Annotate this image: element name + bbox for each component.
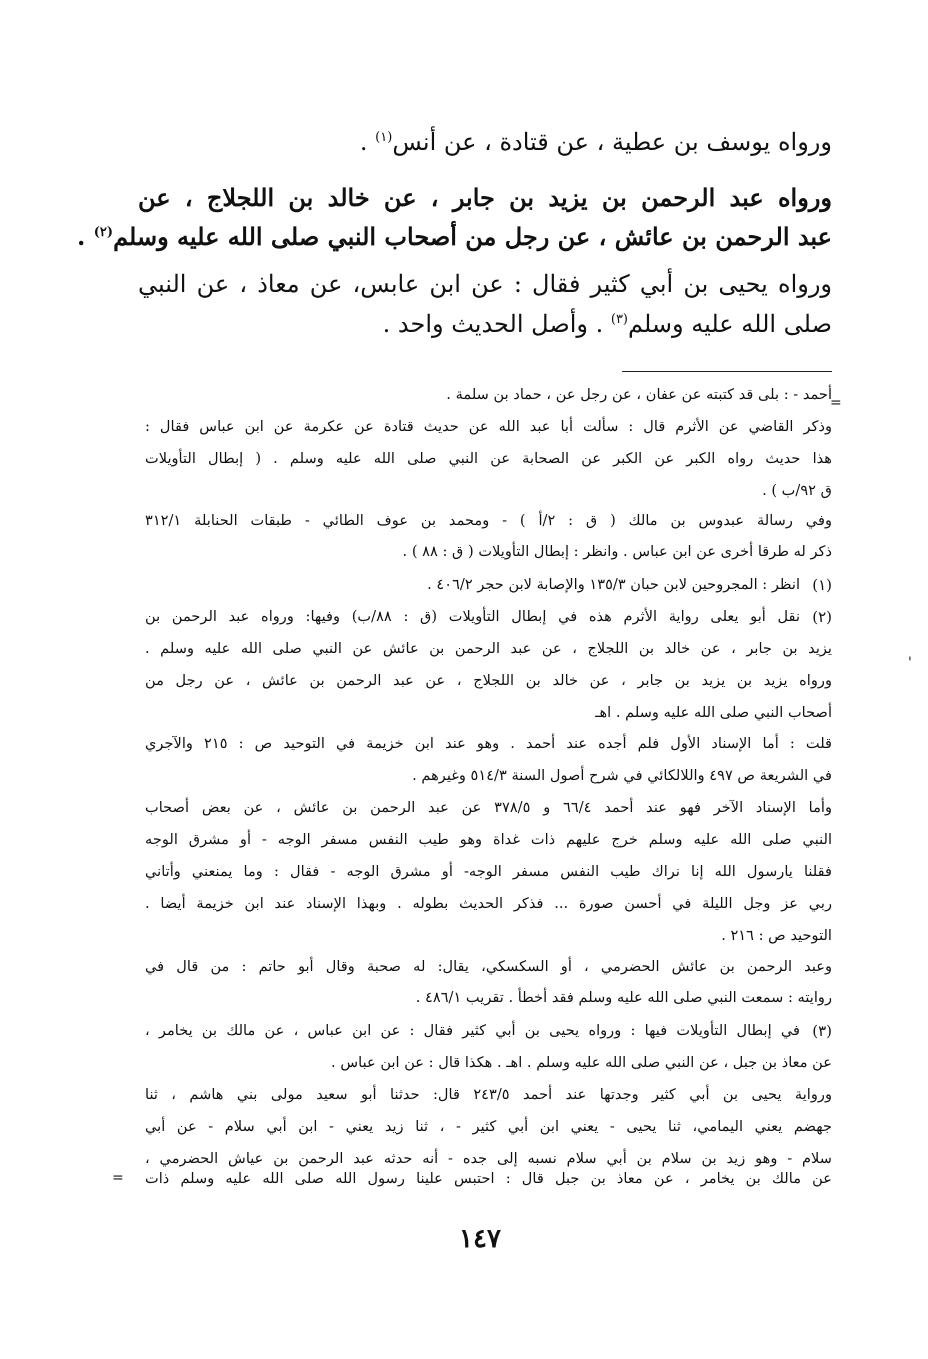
footnote-number: (٢) <box>812 608 832 626</box>
footnote-line: نقل أبو يعلى رواية الأثرم هذه في إبطال التأويلات (ق : ٨٨/ب) وفيها: ورواه عبد الرحمن بن <box>145 608 800 625</box>
main-text-line <box>383 310 832 338</box>
footnote-number: (٣) <box>812 1022 832 1040</box>
footnote-line: وأما الإسناد الآخر فهو عند أحمد ٦٦/٤ و ٣٧٨/٥ عن عبد الرحمن بن عائش ، عن بعض أصحاب <box>145 799 833 816</box>
footnote-line: وعبد الرحمن بن عائش الحضرمي ، أو السكسكي، يقال: له صحبة وقال أبو حاتم : من قال في <box>145 958 832 975</box>
footnote-line: في الشريعة ص ٤٩٧ واللالكائي في شرح أصول السنة ٥١٤/٣ وغيرهم . <box>412 767 832 784</box>
footnote-line: سلام - وهو زيد بن سلام بن أبي سلام نسبه إلى جده - أنه حدثه عبد الرحمن بن عياش الحضرمي ، <box>145 1150 832 1167</box>
footnote-number: (١) <box>812 576 832 594</box>
footnote-separator <box>622 371 832 372</box>
footnote-line: عن معاذ بن جبل ، عن النبي صلى الله عليه وسلم . اهـ . هكذا قال : عن ابن عباس . <box>331 1054 832 1071</box>
footnote-line: النبي صلى الله عليه وسلم خرج عليهم ذات غداة وهو طيب النفس مسفر الوجه - أو مشرق الوجه <box>145 831 832 848</box>
main-text: . وأصل الحديث واحد . <box>382 310 604 338</box>
footnote-line: ورواية يحيى بن أبي كثير وجدتها عند أحمد ٢٤٣/٥ قال: حدثنا أبو سعيد مولى بني هاشم ، ثنا <box>145 1086 832 1103</box>
main-text: . <box>77 222 86 251</box>
margin-mark: ' <box>908 655 912 671</box>
footnote-line: ربي عز وجل الليلة في أحسن صورة ... فذكر الحديث بطوله . وبهذا الإسناد عند ابن خزيمة أيضا . <box>145 895 832 912</box>
footnote-line: ق ٩٢/ب ) . <box>762 482 832 499</box>
footnote-line: التوحيد ص : ٢١٦ . <box>721 927 832 944</box>
footnote-ref[interactable]: (٣) <box>610 312 628 327</box>
footnote-line: فقلنا يارسول الله إنا نراك طيب النفس مسفر الوجه- أو مشرق الوجه - فقال : وما يمنعني وأتاني <box>145 863 832 880</box>
footnote-line: وفي رسالة عبدوس بن مالك ( ق : ٢/أ ) - ومحمد بن عوف الطائي - طبقات الحنابلة ٣١٢/١ <box>145 512 832 529</box>
page-number: ١٤٧ <box>459 1224 501 1254</box>
footnote-line: ورواه يزيد بن يزيد بن جابر ، عن خالد بن اللجلاج ، عن عبد الرحمن بن عائش ، عن رجل من <box>145 672 832 689</box>
footnote-ref[interactable]: (١) <box>375 130 393 145</box>
footnote-line: أصحاب النبي صلى الله عليه وسلم . اهـ <box>595 704 832 721</box>
footnote-line: جهضم يعني اليمامي، ثنا يحيى - يعني ابن أبي كثير - ، ثنا زيد يعني - ابن أبي سلام - عن أبي <box>145 1118 832 1135</box>
main-text: . <box>359 128 368 156</box>
main-text: عبد الرحمن بن عائش ، عن رجل من أصحاب النبي صلى الله عليه وسلم <box>113 222 832 251</box>
footnote-line: أحمد - : بلى قد كتبته عن عفان ، عن رجل عن ، حماد بن سلمة . <box>446 386 832 403</box>
footnote-line: ذكر له طرقا أخرى عن ابن عباس . وانظر : إبطال التأويلات ( ق : ٨٨ ) . <box>402 543 832 560</box>
footnote-line: عن مالك بن يخامر ، عن معاذ بن جبل قال : احتبس علينا رسول الله صلى الله عليه وسلم ذات <box>145 1170 832 1187</box>
footnote-line: هذا حديث رواه الكبر عن الكبر عن الصحابة عن النبي صلى الله عليه وسلم . ( إبطال التأويلات <box>145 450 832 467</box>
main-text: صلى الله عليه وسلم <box>628 310 832 338</box>
main-text-line: ورواه عبد الرحمن بن يزيد بن جابر ، عن خالد بن اللجلاج ، عن <box>138 183 832 212</box>
main-text-line <box>360 128 832 156</box>
footnote-line: يزيد بن جابر ، عن خالد بن اللجلاج ، عن عبد الرحمن بن عائش عن النبي صلى الله عليه وسلم . <box>145 640 832 657</box>
continuation-mark: = <box>112 1170 124 1186</box>
footnote-line: روايته : سمعت النبي صلى الله عليه وسلم فقد أخطأ . تقريب ٤٨٦/١ . <box>415 989 832 1006</box>
footnote-line: قلت : أما الإسناد الأول فلم أجده عند أحمد . وهو عند ابن خزيمة في التوحيد ص : ٢١٥ والآجري <box>145 735 833 752</box>
continuation-mark: = <box>830 395 842 411</box>
main-text-line <box>77 222 832 251</box>
main-text-line: ورواه يحيى بن أبي كثير فقال : عن ابن عابس، عن معاذ ، عن النبي <box>138 270 832 298</box>
main-text: ورواه يوسف بن عطية ، عن قتادة ، عن أنس <box>392 128 832 156</box>
footnote-line: في إبطال التأويلات فيها : ورواه يحيى بن أبي كثير فقال : عن ابن عباس ، عن مالك بن يخامر ، <box>145 1022 800 1039</box>
footnote-ref[interactable]: (٢) <box>93 225 114 240</box>
footnote-line: انظر : المجروحين لابن حبان ١٣٥/٣ والإصابة لابن حجر ٤٠٦/٢ . <box>427 576 800 593</box>
footnote-line: وذكر القاضي عن الأثرم قال : سألت أبا عبد الله عن حديث قتادة عن عكرمة عن ابن عباس فقال : <box>145 418 832 435</box>
